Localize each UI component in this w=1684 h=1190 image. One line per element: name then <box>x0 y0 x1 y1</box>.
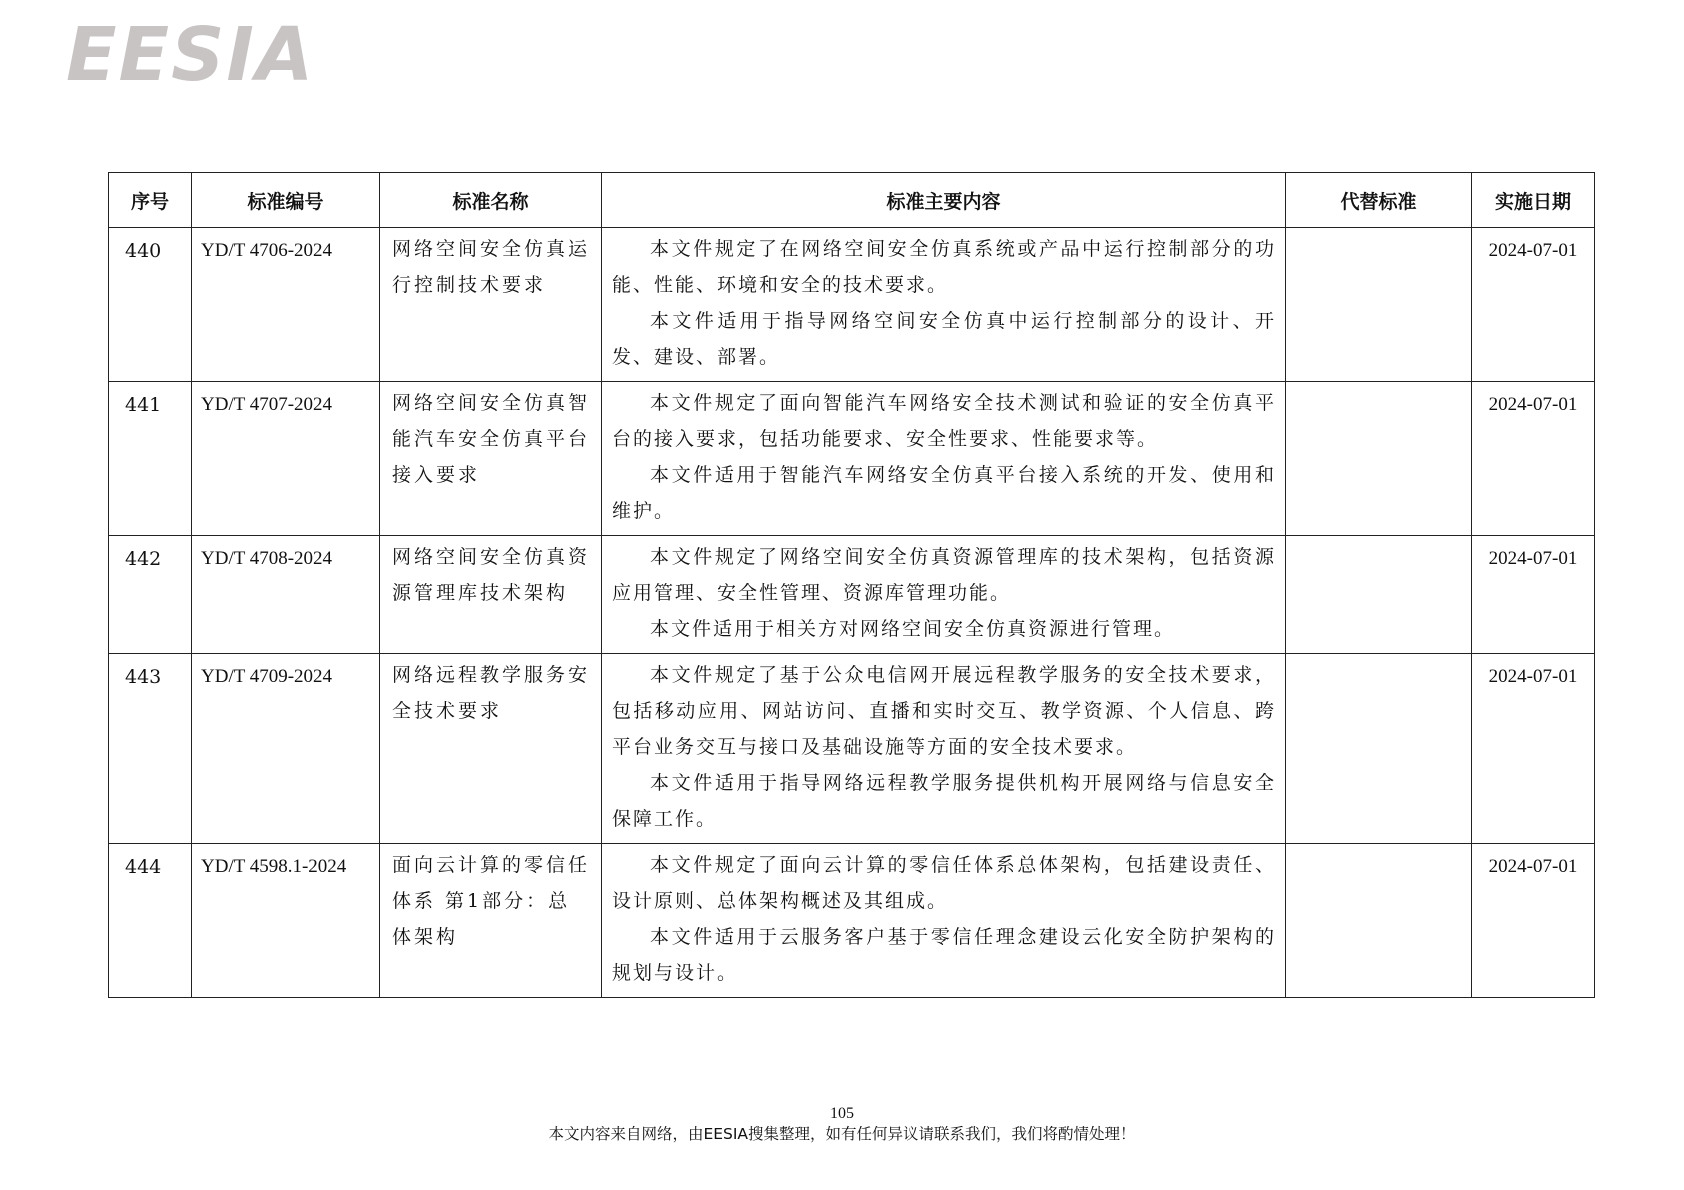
effective-date: 2024-07-01 <box>1472 228 1595 382</box>
content-paragraph: 本文件规定了面向智能汽车网络安全技术测试和验证的安全仿真平台的接入要求，包括功能要求、安全性要求、性能要求等。 <box>612 392 1276 450</box>
standard-name: 网络远程教学服务安全技术要求 <box>380 654 602 844</box>
content-paragraph: 本文件规定了面向云计算的零信任体系总体架构，包括建设责任、设计原则、总体架构概述及其组成。 <box>612 854 1276 912</box>
effective-date: 2024-07-01 <box>1472 382 1595 536</box>
row-index: 440 <box>109 228 192 382</box>
standard-content <box>602 536 1286 654</box>
standard-code: YD/T 4598.1-2024 <box>192 844 380 998</box>
content-paragraph: 本文件适用于云服务客户基于零信任理念建设云化安全防护架构的规划与设计。 <box>612 926 1276 984</box>
page-number: 105 <box>830 1105 854 1122</box>
effective-date: 2024-07-01 <box>1472 536 1595 654</box>
table-row <box>109 844 1595 998</box>
content-paragraph: 本文件规定了在网络空间安全仿真系统或产品中运行控制部分的功能、性能、环境和安全的技术要求。 <box>612 238 1276 296</box>
content-paragraph: 本文件适用于指导网络空间安全仿真中运行控制部分的设计、开发、建设、部署。 <box>612 310 1276 368</box>
table-row <box>109 654 1595 844</box>
row-index: 442 <box>109 536 192 654</box>
standard-code: YD/T 4706-2024 <box>192 228 380 382</box>
standard-content <box>602 228 1286 382</box>
header-index: 序号 <box>109 173 192 228</box>
standard-code: YD/T 4707-2024 <box>192 382 380 536</box>
table-row <box>109 382 1595 536</box>
standard-name: 网络空间安全仿真智能汽车安全仿真平台接入要求 <box>380 382 602 536</box>
eesia-logo: EESIA <box>66 12 316 98</box>
effective-date: 2024-07-01 <box>1472 844 1595 998</box>
replaces-standard <box>1286 536 1472 654</box>
standard-content <box>602 654 1286 844</box>
header-code: 标准编号 <box>192 173 380 228</box>
table-row <box>109 536 1595 654</box>
row-index: 443 <box>109 654 192 844</box>
standard-name: 网络空间安全仿真资源管理库技术架构 <box>380 536 602 654</box>
replaces-standard <box>1286 228 1472 382</box>
content-paragraph: 本文件适用于相关方对网络空间安全仿真资源进行管理。 <box>650 618 1176 640</box>
standard-name: 面向云计算的零信任体系 第1部分：总体架构 <box>380 844 602 998</box>
standards-table <box>108 172 1595 998</box>
content-paragraph: 本文件规定了网络空间安全仿真资源管理库的技术架构，包括资源应用管理、安全性管理、资源库管理功能。 <box>612 546 1276 604</box>
header-replaces: 代替标准 <box>1286 173 1472 228</box>
standard-name: 网络空间安全仿真运行控制技术要求 <box>380 228 602 382</box>
table-row <box>109 228 1595 382</box>
replaces-standard <box>1286 654 1472 844</box>
standard-code: YD/T 4709-2024 <box>192 654 380 844</box>
table-header-row <box>109 173 1595 228</box>
standard-content <box>602 382 1286 536</box>
content-paragraph: 本文件适用于指导网络远程教学服务提供机构开展网络与信息安全保障工作。 <box>612 772 1276 830</box>
row-index: 444 <box>109 844 192 998</box>
header-name: 标准名称 <box>380 173 602 228</box>
header-date: 实施日期 <box>1472 173 1595 228</box>
footer-disclaimer: 本文内容来自网络，由EESIA搜集整理，如有任何异议请联系我们，我们将酌情处理！ <box>548 1125 1136 1143</box>
standard-content <box>602 844 1286 998</box>
header-content: 标准主要内容 <box>602 173 1286 228</box>
standard-code: YD/T 4708-2024 <box>192 536 380 654</box>
row-index: 441 <box>109 382 192 536</box>
content-paragraph: 本文件适用于智能汽车网络安全仿真平台接入系统的开发、使用和维护。 <box>612 464 1276 522</box>
replaces-standard <box>1286 382 1472 536</box>
content-paragraph: 本文件规定了基于公众电信网开展远程教学服务的安全技术要求，包括移动应用、网站访问、直播和实时交互、教学资源、个人信息、跨平台业务交互与接口及基础设施等方面的安全技术要求。 <box>612 664 1276 758</box>
effective-date: 2024-07-01 <box>1472 654 1595 844</box>
replaces-standard <box>1286 844 1472 998</box>
